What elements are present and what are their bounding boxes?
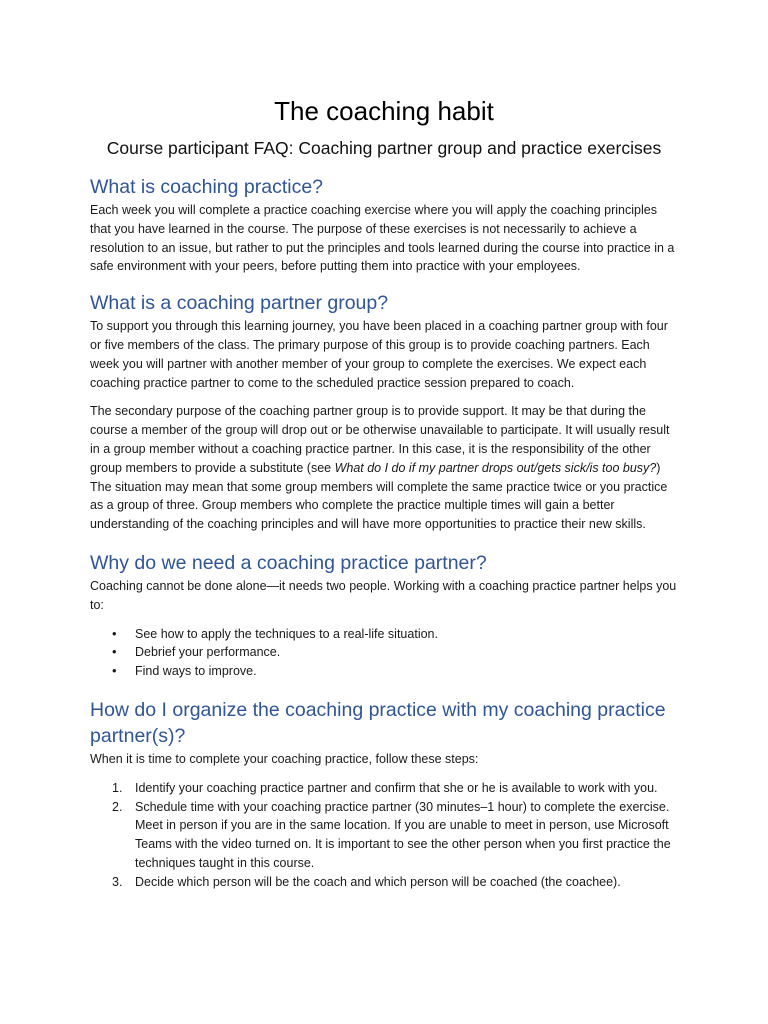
bullet-icon: •	[112, 663, 117, 679]
section-heading: How do I organize the coaching practice with my coaching practice partner(s)?	[90, 698, 666, 747]
list-item	[90, 625, 678, 644]
bullet-icon: •	[112, 625, 117, 641]
list-item-text: Debrief your performance.	[135, 645, 281, 660]
document-subtitle: Course participant FAQ: Coaching partner group and practice exercises	[106, 138, 662, 158]
section-paragraph: When it is time to complete your coaching practice, follow these steps:	[90, 751, 479, 766]
section-paragraph-secondary	[90, 402, 678, 534]
faq-reference-link: What do I do if my partner drops out/gets sick/is too busy?	[334, 460, 657, 475]
steps-list	[90, 779, 678, 892]
section-coaching-practice-partner	[90, 550, 678, 681]
list-item	[90, 798, 678, 873]
section-heading: What is a coaching partner group?	[90, 292, 389, 315]
list-item-text: Identify your coaching practice partner and confirm that she or he is available to work with you.	[135, 780, 658, 795]
list-item	[90, 662, 678, 681]
list-item-text: See how to apply the techniques to a real-life situation.	[135, 626, 438, 641]
step-number: 3.	[112, 874, 123, 889]
list-item	[90, 643, 678, 662]
section-organize-practice	[90, 697, 678, 892]
section-paragraph: Coaching cannot be done alone—it needs two people. Working with a coaching practice partner helps you to:	[90, 578, 677, 612]
section-heading: Why do we need a coaching practice partner?	[90, 551, 487, 574]
step-number: 2.	[112, 799, 123, 814]
paragraph-text: ) The situation may mean that some group members will complete the same practice twice or you practice as a group of three. Group members who complete the practice multiple times will gain a better understanding of the coaching principles and will have more opportunities to practice their new skills.	[90, 460, 668, 532]
list-item-text: Decide which person will be the coach and which person will be coached (the coachee).	[135, 874, 621, 889]
section-paragraph: To support you through this learning journey, you have been placed in a coaching partner group with four or five members of the class. The primary purpose of this group is to provide coaching partners. Each week you will partner with another member of your group to complete the exercises. We expect each coaching practice partner to come to the scheduled practice session prepared to coach.	[90, 319, 668, 390]
paragraph-text: The secondary purpose of the coaching partner group is to provide support. It may be that during the course a member of the group will drop out or be otherwise unavailable to participate. It will usually result in a group member without a coaching practice partner. In this case, it is the responsibility of the other group members to provide a substitute (see	[90, 404, 670, 475]
list-item	[90, 873, 678, 892]
section-paragraph: Each week you will complete a practice coaching exercise where you will apply the coaching principles that you have learned in the course. The purpose of these exercises is not necessarily to achieve a resolution to an issue, but rather to put the principles and tools learned during the course into practice in a safe environment with your peers, before putting them into practice with your employees.	[90, 203, 675, 274]
bullet-icon: •	[112, 644, 117, 660]
document-title: The coaching habit	[274, 96, 494, 126]
step-number: 1.	[112, 780, 123, 795]
section-heading: What is coaching practice?	[90, 176, 324, 198]
list-item	[90, 779, 678, 798]
benefits-list	[90, 625, 678, 681]
list-item-text: Schedule time with your coaching practice partner (30 minutes–1 hour) to complete the exercise. Meet in person if you are in the same location. If you are unable to meet in person, use Microsoft Teams with the video turned on. It is important to see the other person when you first practice the techniques taught in this course.	[135, 799, 671, 870]
section-coaching-practice	[90, 174, 678, 276]
section-coaching-partner-group	[90, 290, 678, 534]
list-item-text: Find ways to improve.	[135, 664, 257, 679]
